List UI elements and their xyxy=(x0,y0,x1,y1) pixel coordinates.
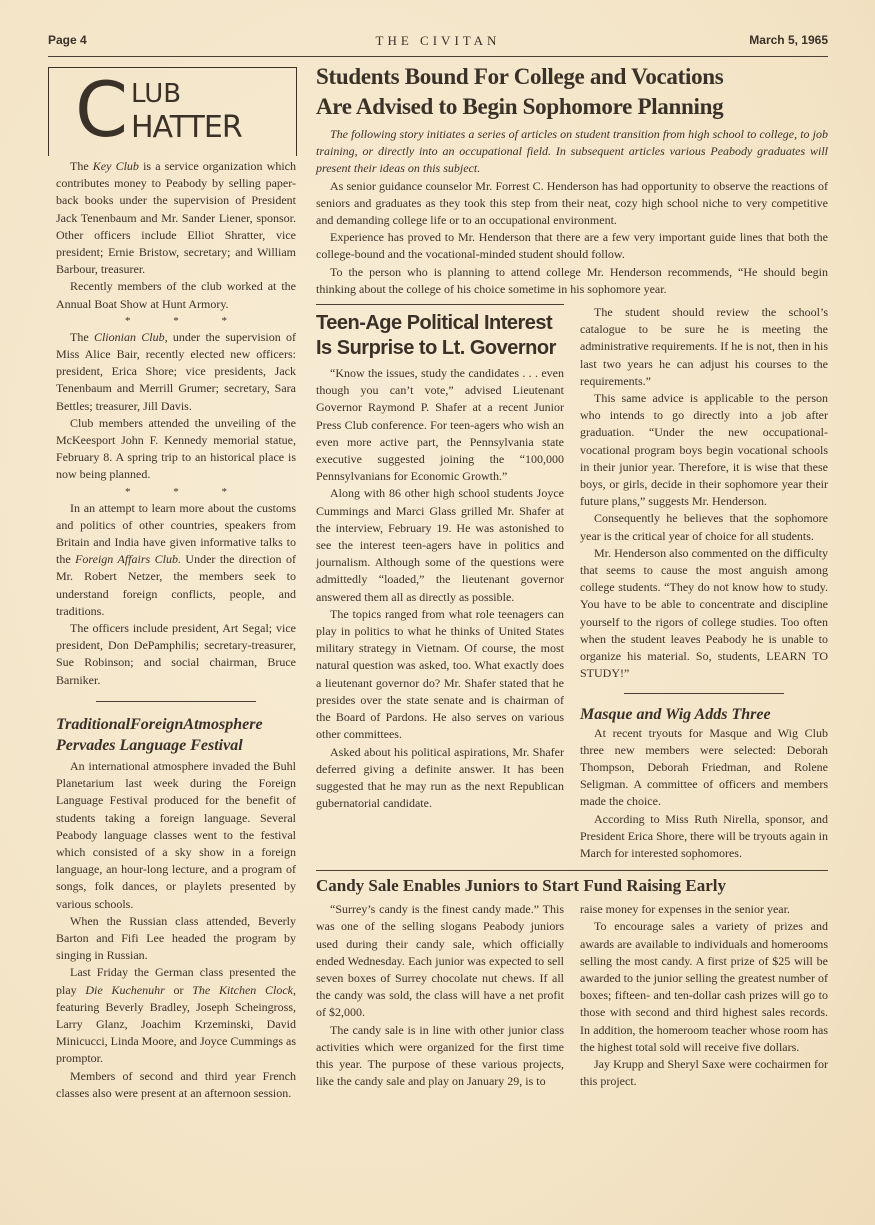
text: The following story initiates a series of articles on student transition from high school to college, to job training, or directly into an occupational field. In subsequent articles various Peabody graduates will present their ideas on this subject. xyxy=(316,127,828,176)
logo-line-1: LUB xyxy=(131,79,182,109)
candy-sale-column-2 xyxy=(580,901,828,1090)
headline-line: Teen-Age Political Interest xyxy=(316,312,553,335)
headline-line: Is Surprise to Lt. Governor xyxy=(316,337,556,360)
paragraph: Members of second and third year French classes also were present at an afternoon session. xyxy=(56,1068,296,1100)
divider xyxy=(316,304,564,305)
logo-letter: C xyxy=(75,67,129,154)
club-chatter-logo xyxy=(48,67,297,156)
paragraph: This same advice is applicable to the person who intends to go directly into a job after graduation. “Under the new occupational-vocational program boys begin vocational schools in their junior year. Therefore, it is wise that these boys, or girls, decide in their sophomore year their future plans,” suggests Mr. Henderson. xyxy=(580,391,828,509)
right-area xyxy=(316,126,828,1090)
club-chatter-column xyxy=(56,158,296,702)
text: under the supervision of Miss Alice Bair, recently elected new officers: president, Erica Shore; vice presidents, Jack Tenenbaum and Merrill Grumer; secretary, Sara Bettles; treasurer, Jill Davis. xyxy=(56,329,296,413)
sophomore-planning-continued xyxy=(580,304,828,862)
headline-line: Pervades Language Festival xyxy=(56,736,243,754)
paragraph: raise money for expenses in the senior year. xyxy=(580,902,790,917)
paragraph: Asked about his political aspirations, Mr. Shafer deferred giving a definite answer. It has been suggested that he may run as the next Republican gubernatorial candidate. xyxy=(316,744,564,811)
masthead xyxy=(48,33,828,53)
teen-political-article xyxy=(316,304,564,862)
paragraph: Experience has proved to Mr. Henderson that there are a few very important guide lines that both the college-bound and the vocational-minded student should follow. xyxy=(316,230,828,262)
foreign-affairs-paragraph: The officers include president, Art Segal; vice president, Don DePamphilis; secretary-treasurer, Sue Robinson; and social chairman, Bruce Barniker. xyxy=(56,621,296,687)
paragraph: To encourage sales a variety of prizes and awards are available to individuals and homerooms selling the most candy. A first prize of $25 will be awarded to the junior selling the greatest number of boxes; fifteen- and ten-dollar cash prizes will go to those with second and third highest sales records. In addition, the homeroom teacher whose room has the highest total sold will receive five dollars. xyxy=(580,919,828,1054)
paragraph: Jay Krupp and Sheryl Saxe were cochairmen for this project. xyxy=(580,1056,828,1089)
paragraph: The topics ranged from what role teenagers can play in politics to what he thinks of United States military strategy in Vietnam. Of course, the most natural question was asked, too. What exactly does a lieutenant governor do? Mr. Shafer stated that he presides over the state senate and is chairman of the Board of Pardons. He also serves on various other committees. xyxy=(316,606,564,742)
divider xyxy=(96,701,256,702)
page-number: Page 4 xyxy=(48,33,87,47)
candy-sale-column-1 xyxy=(316,901,564,1090)
clionian-paragraph xyxy=(56,329,296,415)
masque-wig-article xyxy=(580,704,828,863)
paragraph xyxy=(56,964,296,1067)
issue-date: March 5, 1965 xyxy=(749,33,828,47)
headline: Masque and Wig Adds Three xyxy=(580,705,771,723)
headline xyxy=(56,714,296,756)
main-headline xyxy=(316,62,828,122)
play-title: The Kitchen Clock xyxy=(192,982,293,997)
sophomore-planning-lead xyxy=(316,126,828,298)
text: The xyxy=(70,329,94,344)
intro-italic xyxy=(316,126,828,178)
paragraph: “Surrey’s candy is the finest candy made.” This was one of the selling slogans Peabody juniors used during their candy sale, which officially ended Wednesday. Each junior was expected to sell seven boxes of Surrey chocolate nut chews. If all the candy was sold, the class will have a net profit of $2,000. xyxy=(316,902,564,1020)
paragraph: Consequently he believes that the sophomore year is the critical year of choice for all students. xyxy=(580,511,828,543)
text: Under the direction of Mr. Robert Netzer, the members seek to understand foreign conflicts, people, and traditions. xyxy=(56,552,296,618)
paragraph: Along with 86 other high school students Joyce Cummings and Marci Glass grilled Mr. Shafer at the interview, February 19. He was astonished to see the interest teen-agers have in politics and journalism. Although some of the questions were admittedly “loaded,” the lieutenant governor answered them all as directly as possible. xyxy=(316,486,564,604)
text: is a service organization which contributes money to Peabody by selling paper-back books under the supervision of President Jack Tenenbaum and Mr. Sander Liener, sponsor. Other officers include Elliot Shratter, vice president; Ernie Bristow, secretary; and William Barbour, treasurer. xyxy=(56,159,297,277)
newspaper-title: THE CIVITAN xyxy=(375,33,501,48)
headline-line: Are Advised to Begin Sophomore Planning xyxy=(316,94,724,119)
divider xyxy=(316,870,828,871)
headline-line: TraditionalForeignAtmosphere xyxy=(56,715,263,733)
text: , featuring Beverly Bradley, Joseph Scheingross, Larry Glanz, Joachim Krzeminski, David Minicucci, Linda Moore, and Joyce Cummings as promptor. xyxy=(56,982,296,1066)
paragraph: As senior guidance counselor Mr. Forrest C. Henderson has had opportunity to observe the reactions of seniors and graduates as they took this step from their neat, cozy high school niche to very competitive and demanding college life or to an occupational environment. xyxy=(316,178,828,228)
paragraph: According to Miss Ruth Nirella, sponsor, and President Erica Shore, there will be tryouts again in March for interested sophomores. xyxy=(580,811,828,860)
club-name: Clionian Club, xyxy=(93,329,168,344)
paragraph: The candy sale is in line with other junior class activities which were organized for the first time this year. The purpose of these various projects, like the candy sale and play on January 29, is to xyxy=(316,1022,564,1089)
text: In an attempt to learn more about the customs and politics of other countries, speakers from Britain and India have given informative talks to the xyxy=(56,500,296,567)
paragraph: Mr. Henderson also commented on the difficulty that seems to cause the most anguish among college students. “They do not know how to study. You have to be able to concentrate and discipline yourself to the rigors of college studies. Too often when the student leaves Peabody he is unable to organize his material. So, students, LEARN TO STUDY!” xyxy=(580,545,828,681)
key-club-paragraph: Recently members of the club worked at the Annual Boat Show at Hunt Armory. xyxy=(56,279,296,311)
club-name: Foreign Affairs Club. xyxy=(75,552,181,567)
paragraph: An international atmosphere invaded the Buhl Planetarium last week during the Foreign Language Festival produced for the benefit of students taking a foreign language. Several Peabody language classes went to the festival which consisted of a sky show in a foreign language, an hour-long lecture, and a program of songs, folk dances, or playlets presented by various schools. xyxy=(56,758,296,911)
headline xyxy=(316,311,564,361)
language-festival-article xyxy=(56,714,296,1102)
two-column-row xyxy=(316,304,828,862)
section-separator: * * * xyxy=(125,485,247,498)
clionian-paragraph: Club members attended the unveiling of the McKeesport John F. Kennedy memorial statue, February 8. A spring trip to an historical place is now being planned. xyxy=(56,415,296,482)
paragraph: The student should review the school’s catalogue to be sure he is meeting the administrative requirements. If he is not, then in his last two years he can adjust his courses to the requirements.” xyxy=(580,305,828,388)
divider xyxy=(624,693,784,694)
text: Last Friday the German class presented the play xyxy=(56,965,296,997)
paragraph: “Know the issues, study the candidates . . . even though you can’t vote,” advised Lieutenant Governor Raymond P. Shafer at a recent Junior Press Club conference. For teen-agers who wish an even more active part, the Pennsylvania state executive suggested joining the “100,000 Pennsylvanians for Economic Growth.” xyxy=(316,366,564,484)
candy-sale-article xyxy=(316,875,828,1090)
text: or xyxy=(164,982,193,997)
foreign-affairs-paragraph xyxy=(56,500,296,620)
paragraph: At recent tryouts for Masque and Wig Club three new members were selected: Deborah Thompson, Deborah Friedman, and Rolene Seligman. A committee of officers and members made the choice. xyxy=(580,725,828,809)
key-club-paragraph xyxy=(56,158,296,278)
play-title: Die Kuchenuhr xyxy=(85,982,165,997)
headline-line: Students Bound For College and Vocations xyxy=(316,64,724,89)
logo-line-2: HATTER xyxy=(131,110,242,145)
left-column xyxy=(56,158,296,1102)
paragraph: When the Russian class attended, Beverly Barton and Fifi Lee headed the program by singing in Russian. xyxy=(56,913,296,963)
candy-sale-headline: Candy Sale Enables Juniors to Start Fund Raising Early xyxy=(316,876,726,896)
paragraph: To the person who is planning to attend college Mr. Henderson recommends, “He should begin thinking about the college of his choice sometime in his sophomore year. xyxy=(316,264,828,296)
text: The xyxy=(70,159,93,173)
club-name: Key Club xyxy=(92,159,139,173)
masthead-rule xyxy=(48,56,828,57)
section-separator: * * * xyxy=(125,314,247,327)
